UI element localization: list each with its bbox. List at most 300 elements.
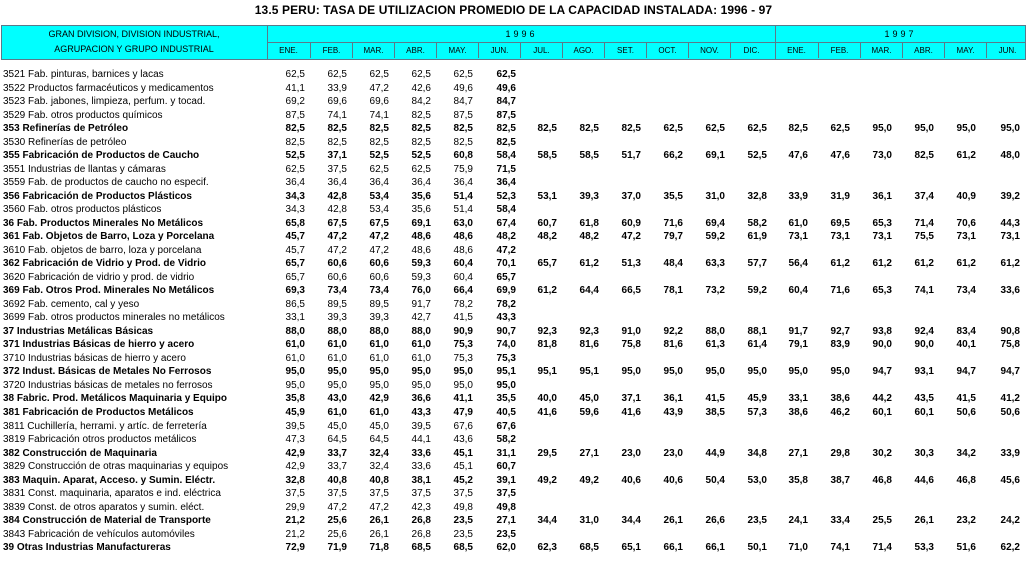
row-label: 383 Maquin. Aparat, Acceso. y Sumin. Eléctr. [3, 474, 216, 486]
table-cell: 44,3 [1000, 217, 1020, 229]
table-cell: 61,2 [830, 258, 850, 270]
row-label: 39 Otras Industrias Manufactureras [3, 542, 171, 554]
table-cell: 82,5 [788, 123, 808, 135]
table-cell: 88,0 [369, 325, 389, 337]
table-cell: 36,4 [285, 177, 305, 189]
table-cell: 58,5 [579, 150, 599, 162]
table-cell: 88,1 [747, 325, 767, 337]
table-cell: 62,3 [537, 542, 557, 554]
row-label: 3710 Industrias básicas de hierro y acero [3, 352, 186, 364]
table-cell: 79,7 [663, 231, 683, 243]
row-label: 353 Refinerías de Petróleo [3, 123, 129, 135]
table-cell: 89,5 [369, 298, 389, 310]
row-label: 3523 Fab. jabones, limpieza, perfum. y tocad. [3, 96, 206, 108]
table-cell: 64,4 [579, 285, 599, 297]
table-cell: 74,1 [327, 109, 347, 121]
table-cell: 70,6 [956, 217, 976, 229]
table-cell: 31,9 [830, 190, 850, 202]
table-cell: 78,1 [663, 285, 683, 297]
table-cell: 35,6 [411, 204, 431, 216]
table-cell: 69,3 [285, 285, 305, 297]
month-header-1997-3: MAR. [860, 43, 902, 58]
table-cell: 45,7 [285, 244, 305, 256]
month-header-1996-6: JUN. [478, 43, 520, 58]
table-cell: 39,2 [1000, 190, 1020, 202]
table-cell: 40,8 [327, 474, 347, 486]
row-label: 382 Construcción de Maquinaria [3, 447, 157, 459]
table-row [0, 460, 1027, 473]
table-cell: 73,4 [327, 285, 347, 297]
table-cell: 60,8 [453, 150, 473, 162]
table-cell: 35,8 [285, 393, 305, 405]
table-row [0, 176, 1027, 189]
table-cell: 35,5 [496, 393, 516, 405]
table-cell: 33,4 [830, 515, 850, 527]
table-row [0, 284, 1027, 297]
table-cell: 60,4 [453, 271, 473, 283]
table-cell: 61,0 [411, 352, 431, 364]
table-cell: 45,7 [285, 231, 305, 243]
table-cell: 61,9 [747, 231, 767, 243]
table-cell: 26,1 [369, 528, 389, 540]
table-cell: 51,4 [453, 204, 473, 216]
table-cell: 61,0 [285, 352, 305, 364]
table-row [0, 541, 1027, 554]
table-cell: 65,7 [537, 258, 557, 270]
table-cell: 62,5 [496, 69, 516, 80]
month-header-1996-4: ABR. [394, 43, 436, 58]
table-cell: 69,1 [705, 150, 725, 162]
row-label: 384 Construcción de Material de Transporte [3, 515, 211, 527]
table-cell: 45,0 [369, 420, 389, 432]
table-cell: 31,1 [496, 447, 516, 459]
table-cell: 60,6 [327, 258, 347, 270]
table-cell: 65,7 [496, 271, 516, 283]
table-cell: 73,4 [956, 285, 976, 297]
table-cell: 73,4 [369, 285, 389, 297]
table-cell: 62,5 [747, 123, 767, 135]
table-cell: 60,1 [872, 407, 892, 418]
table-cell: 33,7 [327, 461, 347, 473]
table-cell: 52,5 [747, 150, 767, 162]
table-cell: 40,6 [663, 474, 683, 486]
table-row [0, 392, 1027, 405]
table-cell: 34,3 [285, 190, 305, 202]
table-cell: 46,8 [872, 474, 892, 486]
row-label: 3819 Fabricación otros productos metálicos [3, 434, 197, 446]
table-cell: 65,8 [285, 217, 305, 229]
column-header-label-line2: AGRUPACION Y GRUPO INDUSTRIAL [54, 44, 214, 54]
table-cell: 95,1 [496, 366, 516, 378]
table-cell: 52,5 [285, 150, 305, 162]
table-cell: 78,2 [496, 298, 516, 310]
table-cell: 45,6 [1000, 474, 1020, 486]
table-cell: 36,1 [872, 190, 892, 202]
table-cell: 34,4 [537, 515, 557, 527]
table-cell: 90,7 [496, 325, 516, 337]
table-cell: 36,4 [327, 177, 347, 189]
table-cell: 52,5 [369, 150, 389, 162]
table-cell: 61,4 [747, 339, 767, 351]
table-cell: 69,5 [830, 217, 850, 229]
table-cell: 93,1 [914, 366, 934, 378]
row-label: 3551 Industrias de llantas y cámaras [3, 163, 166, 175]
table-cell: 30,2 [872, 447, 892, 459]
table-cell: 47,2 [327, 231, 347, 243]
table-cell: 48,2 [496, 231, 516, 243]
table-cell: 41,1 [453, 393, 473, 405]
table-cell: 47,2 [369, 244, 389, 256]
table-cell: 72,9 [285, 542, 305, 554]
table-cell: 90,9 [453, 325, 473, 337]
table-cell: 95,0 [327, 366, 347, 378]
table-cell: 62,0 [496, 542, 516, 554]
table-cell: 41,6 [537, 407, 557, 418]
table-cell: 65,1 [621, 542, 641, 554]
table-cell: 24,1 [788, 515, 808, 527]
table-cell: 62,5 [453, 69, 473, 80]
table-cell: 38,6 [788, 407, 808, 418]
table-cell: 23,0 [663, 447, 683, 459]
table-cell: 62,5 [369, 69, 389, 80]
table-cell: 38,6 [830, 393, 850, 405]
table-cell: 53,3 [914, 542, 934, 554]
table-cell: 33,7 [327, 447, 347, 459]
table-cell: 47,3 [285, 434, 305, 446]
table-cell: 71,6 [663, 217, 683, 229]
table-cell: 68,5 [579, 542, 599, 554]
table-cell: 82,5 [369, 123, 389, 135]
table-cell: 61,0 [327, 339, 347, 351]
table-cell: 71,9 [327, 542, 347, 554]
table-cell: 59,6 [579, 407, 599, 418]
table-cell: 70,1 [496, 258, 516, 270]
table-cell: 76,0 [411, 285, 431, 297]
table-cell: 37,5 [411, 488, 431, 500]
table-cell: 94,7 [956, 366, 976, 378]
table-cell: 62,5 [663, 123, 683, 135]
table-cell: 73,1 [1000, 231, 1020, 243]
table-cell: 65,3 [872, 217, 892, 229]
table-row [0, 501, 1027, 514]
table-cell: 61,2 [1000, 258, 1020, 270]
table-cell: 62,5 [411, 163, 431, 175]
table-cell: 46,8 [956, 474, 976, 486]
table-cell: 43,9 [663, 407, 683, 418]
table-cell: 62,5 [327, 69, 347, 80]
row-label: 3529 Fab. otros productos químicos [3, 109, 163, 121]
table-cell: 95,0 [285, 379, 305, 391]
table-cell: 91,7 [788, 325, 808, 337]
table-cell: 92,4 [914, 325, 934, 337]
table-cell: 86,5 [285, 298, 305, 310]
table-cell: 34,4 [621, 515, 641, 527]
table-cell: 69,4 [705, 217, 725, 229]
year-1997-header: 1997 [884, 29, 917, 39]
table-cell: 66,1 [663, 542, 683, 554]
table-cell: 82,5 [411, 123, 431, 135]
table-cell: 61,0 [327, 352, 347, 364]
table-cell: 61,2 [872, 258, 892, 270]
table-cell: 66,2 [663, 150, 683, 162]
table-cell: 41,2 [1000, 393, 1020, 405]
table-cell: 82,5 [453, 123, 473, 135]
table-cell: 50,4 [705, 474, 725, 486]
table-cell: 40,5 [496, 407, 516, 418]
table-cell: 27,1 [579, 447, 599, 459]
table-cell: 45,9 [747, 393, 767, 405]
table-cell: 68,5 [453, 542, 473, 554]
table-cell: 61,2 [579, 258, 599, 270]
table-row [0, 338, 1027, 351]
table-cell: 37,5 [369, 488, 389, 500]
table-cell: 58,4 [496, 150, 516, 162]
table-row [0, 487, 1027, 500]
table-cell: 29,5 [537, 447, 557, 459]
table-cell: 81,6 [663, 339, 683, 351]
table-cell: 95,0 [453, 379, 473, 391]
table-row [0, 109, 1027, 122]
table-row [0, 230, 1027, 243]
table-cell: 66,5 [621, 285, 641, 297]
table-cell: 58,2 [747, 217, 767, 229]
row-label: 37 Industrias Metálicas Básicas [3, 325, 154, 337]
table-cell: 48,0 [1000, 150, 1020, 162]
table-cell: 65,7 [285, 258, 305, 270]
table-cell: 59,2 [705, 231, 725, 243]
table-cell: 34,8 [747, 447, 767, 459]
table-cell: 23,0 [621, 447, 641, 459]
row-label: 3522 Productos farmacéuticos y medicamentos [3, 82, 214, 94]
table-cell: 47,2 [327, 244, 347, 256]
table-cell: 73,1 [830, 231, 850, 243]
month-header-1996-5: MAY. [436, 43, 478, 58]
table-cell: 79,1 [788, 339, 808, 351]
table-cell: 42,3 [411, 501, 431, 513]
row-label: 3811 Cuchillería, herrami. y artíc. de ferretería [3, 420, 207, 432]
table-cell: 84,7 [496, 96, 516, 108]
table-cell: 94,7 [872, 366, 892, 378]
row-label: 3843 Fabricación de vehículos automóviles [3, 528, 195, 540]
table-cell: 92,2 [663, 325, 683, 337]
table-cell: 36,4 [453, 177, 473, 189]
table-cell: 32,4 [369, 447, 389, 459]
table-cell: 26,1 [914, 515, 934, 527]
table-cell: 95,0 [411, 366, 431, 378]
table-cell: 75,8 [621, 339, 641, 351]
row-label: 355 Fabricación de Productos de Caucho [3, 150, 200, 162]
table-cell: 71,4 [914, 217, 934, 229]
table-cell: 71,6 [830, 285, 850, 297]
table-cell: 45,9 [285, 407, 305, 418]
table-cell: 90,8 [1000, 325, 1020, 337]
table-cell: 66,1 [705, 542, 725, 554]
table-cell: 73,1 [788, 231, 808, 243]
table-cell: 24,2 [1000, 515, 1020, 527]
table-cell: 53,1 [537, 190, 557, 202]
row-label: 3559 Fab. de productos de caucho no especif. [3, 177, 209, 189]
table-cell: 61,0 [285, 339, 305, 351]
row-label: 371 Industrias Básicas de hierro y acero [3, 339, 195, 351]
table-cell: 42,9 [285, 461, 305, 473]
table-row [0, 217, 1027, 230]
table-cell: 75,3 [453, 352, 473, 364]
table-cell: 82,5 [285, 136, 305, 148]
table-cell: 33,9 [788, 190, 808, 202]
table-cell: 92,7 [830, 325, 850, 337]
table-cell: 61,0 [369, 339, 389, 351]
table-cell: 74,1 [914, 285, 934, 297]
table-cell: 33,6 [411, 461, 431, 473]
table-row [0, 474, 1027, 487]
table-cell: 35,6 [411, 190, 431, 202]
table-cell: 69,1 [411, 217, 431, 229]
table-title: 13.5 PERU: TASA DE UTILIZACION PROMEDIO DE LA CAPACIDAD INSTALADA: 1996 - 97 [254, 3, 773, 17]
table-cell: 52,5 [411, 150, 431, 162]
table-cell: 69,9 [496, 285, 516, 297]
month-header-1996-1: ENE. [279, 46, 298, 55]
table-cell: 39,5 [285, 420, 305, 432]
table-cell: 37,1 [327, 150, 347, 162]
table-cell: 34,3 [285, 204, 305, 216]
table-cell: 58,5 [537, 150, 557, 162]
table-cell: 63,3 [705, 258, 725, 270]
table-cell: 58,2 [496, 434, 516, 446]
table-cell: 48,6 [411, 244, 431, 256]
table-cell: 71,5 [496, 163, 516, 175]
table-cell: 45,2 [453, 474, 473, 486]
table-cell: 37,4 [914, 190, 934, 202]
table-cell: 82,5 [537, 123, 557, 135]
table-cell: 62,5 [285, 163, 305, 175]
table-cell: 40,0 [537, 393, 557, 405]
table-cell: 69,2 [285, 96, 305, 108]
table-cell: 47,2 [369, 82, 389, 94]
table-cell: 67,6 [453, 420, 473, 432]
table-cell: 50,6 [956, 407, 976, 418]
table-cell: 33,1 [788, 393, 808, 405]
table-cell: 91,7 [411, 298, 431, 310]
table-cell: 39,3 [327, 312, 347, 324]
table-row [0, 122, 1027, 135]
table-row [0, 68, 1027, 81]
row-label: 38 Fabric. Prod. Metálicos Maquinaria y Equipo [3, 393, 227, 405]
table-row [0, 352, 1027, 365]
table-cell: 51,4 [453, 190, 473, 202]
table-cell: 67,5 [327, 217, 347, 229]
table-cell: 61,8 [579, 217, 599, 229]
table-cell: 43,6 [453, 434, 473, 446]
table-cell: 42,8 [327, 190, 347, 202]
table-cell: 83,4 [956, 325, 976, 337]
year-1996-header: 1996 [505, 29, 538, 39]
table-cell: 90,0 [914, 339, 934, 351]
table-cell: 73,1 [872, 231, 892, 243]
table-cell: 42,7 [411, 312, 431, 324]
row-label: 3720 Industrias básicas de metales no ferrosos [3, 379, 213, 391]
table-row [0, 271, 1027, 284]
table-cell: 49,2 [537, 474, 557, 486]
table-cell: 63,0 [453, 217, 473, 229]
month-header-1996-8: AGO. [562, 43, 604, 58]
table-row [0, 95, 1027, 108]
month-header-1997-6: JUN. [986, 43, 1027, 58]
table-cell: 69,6 [327, 96, 347, 108]
table-cell: 37,0 [621, 190, 641, 202]
table-cell: 82,5 [411, 109, 431, 121]
table-cell: 84,2 [411, 96, 431, 108]
table-row [0, 406, 1027, 419]
table-cell: 39,5 [411, 420, 431, 432]
table-row [0, 203, 1027, 216]
table-cell: 53,0 [747, 474, 767, 486]
table-cell: 60,1 [914, 407, 934, 418]
row-label: 3560 Fab. otros productos plásticos [3, 204, 162, 216]
table-cell: 38,7 [830, 474, 850, 486]
table-cell: 95,0 [496, 379, 516, 391]
month-header-1996-12: DIC. [730, 43, 772, 58]
month-header-1997-1: ENE. [787, 46, 806, 55]
table-cell: 23,2 [956, 515, 976, 527]
month-header-1996-7: JUL. [520, 43, 562, 58]
table-cell: 95,0 [369, 379, 389, 391]
table-cell: 88,0 [327, 325, 347, 337]
table-cell: 39,3 [369, 312, 389, 324]
table-cell: 26,6 [705, 515, 725, 527]
table-cell: 26,8 [411, 515, 431, 527]
table-cell: 40,6 [621, 474, 641, 486]
table-cell: 65,3 [872, 285, 892, 297]
table-cell: 51,6 [956, 542, 976, 554]
table-cell: 74,1 [369, 109, 389, 121]
table-cell: 60,6 [369, 271, 389, 283]
table-cell: 83,9 [830, 339, 850, 351]
table-cell: 95,1 [537, 366, 557, 378]
table-cell: 53,4 [369, 204, 389, 216]
table-cell: 75,8 [1000, 339, 1020, 351]
month-header-1996-9: SET. [604, 43, 646, 58]
table-cell: 82,5 [327, 136, 347, 148]
table-cell: 49,8 [453, 501, 473, 513]
row-label: 3829 Construcción de otras maquinarias y equipos [3, 461, 229, 473]
table-cell: 23,5 [747, 515, 767, 527]
table-cell: 42,8 [327, 204, 347, 216]
table-cell: 47,6 [788, 150, 808, 162]
row-label: 3831 Const. maquinaria, aparatos e ind. eléctrica [3, 488, 221, 500]
table-cell: 95,0 [747, 366, 767, 378]
table-cell: 41,5 [705, 393, 725, 405]
table-cell: 37,5 [327, 488, 347, 500]
table-row [0, 82, 1027, 95]
table-cell: 35,5 [663, 190, 683, 202]
table-cell: 47,6 [830, 150, 850, 162]
table-cell: 57,7 [747, 258, 767, 270]
table-cell: 36,1 [663, 393, 683, 405]
table-cell: 23,5 [453, 528, 473, 540]
table-cell: 45,0 [327, 420, 347, 432]
table-cell: 95,0 [621, 366, 641, 378]
table-cell: 61,2 [956, 150, 976, 162]
table-cell: 81,6 [579, 339, 599, 351]
table-cell: 32,8 [747, 190, 767, 202]
table-cell: 89,5 [327, 298, 347, 310]
table-cell: 61,0 [369, 407, 389, 418]
table-cell: 59,3 [411, 271, 431, 283]
table-cell: 42,6 [411, 82, 431, 94]
table-cell: 95,0 [872, 123, 892, 135]
table-cell: 61,0 [327, 407, 347, 418]
month-header-1996-3: MAR. [352, 43, 394, 58]
